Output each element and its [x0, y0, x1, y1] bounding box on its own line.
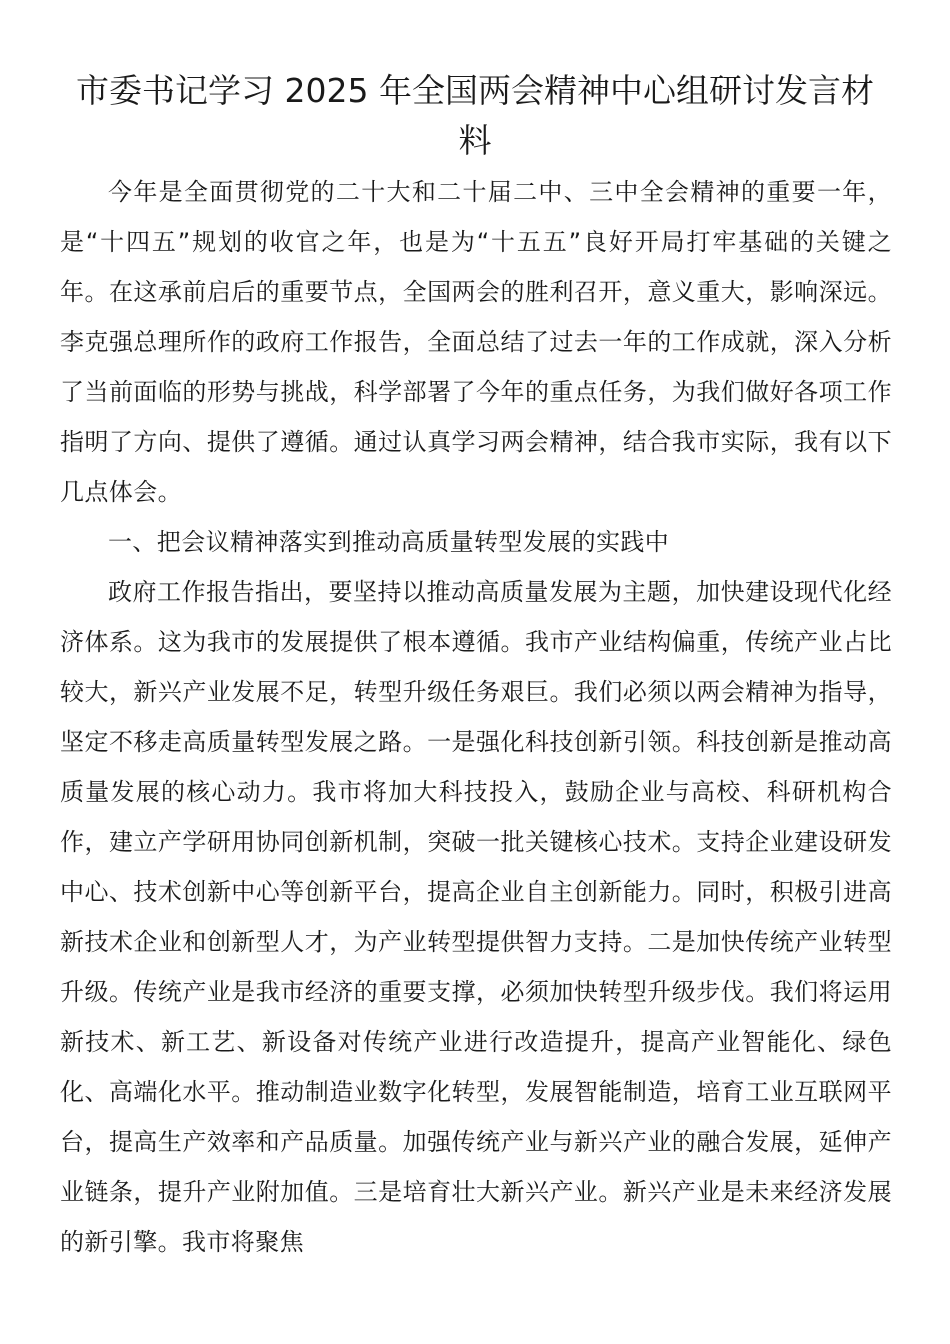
document-title: 市委书记学习 2025 年全国两会精神中心组研讨发言材料	[76, 71, 874, 160]
intro-paragraph: 今年是全面贯彻党的二十大和二十届二中、三中全会精神的重要一年，是“十四五”规划的收官之年，也是为“十五五”良好开局打牢基础的关键之年。在这承前启后的重要节点，全国两会的胜利召开，意义重大，影响深远。李克强总理所作的政府工作报告，全面总结了过去一年的工作成就，深入分析了当前面临的形势与挑战，科学部署了今年的重点任务，为我们做好各项工作指明了方向、提供了遵循。通过认真学习两会精神，结合我市实际，我有以下几点体会。	[60, 178, 892, 506]
section-heading-1: 一、把会议精神落实到推动高质量转型发展的实践中	[108, 528, 670, 556]
section-1-paragraph: 政府工作报告指出，要坚持以推动高质量发展为主题，加快建设现代化经济体系。这为我市的发展提供了根本遵循。我市产业结构偏重，传统产业占比较大，新兴产业发展不足，转型升级任务艰巨。我们必须以两会精神为指导，坚定不移走高质量转型发展之路。一是强化科技创新引领。科技创新是推动高质量发展的核心动力。我市将加大科技投入，鼓励企业与高校、科研机构合作，建立产学研用协同创新机制，突破一批关键核心技术。支持企业建设研发中心、技术创新中心等创新平台，提高企业自主创新能力。同时，积极引进高新技术企业和创新型人才，为产业转型提供智力支持。二是加快传统产业转型升级。传统产业是我市经济的重要支撑，必须加快转型升级步伐。我们将运用新技术、新工艺、新设备对传统产业进行改造提升，提高产业智能化、绿色化、高端化水平。推动制造业数字化转型，发展智能制造，培育工业互联网平台，提高生产效率和产品质量。加强传统产业与新兴产业的融合发展，延伸产业链条，提升产业附加值。三是培育壮大新兴产业。新兴产业是未来经济发展的新引擎。我市将聚焦	[60, 578, 892, 1256]
document-body	[60, 167, 892, 1267]
